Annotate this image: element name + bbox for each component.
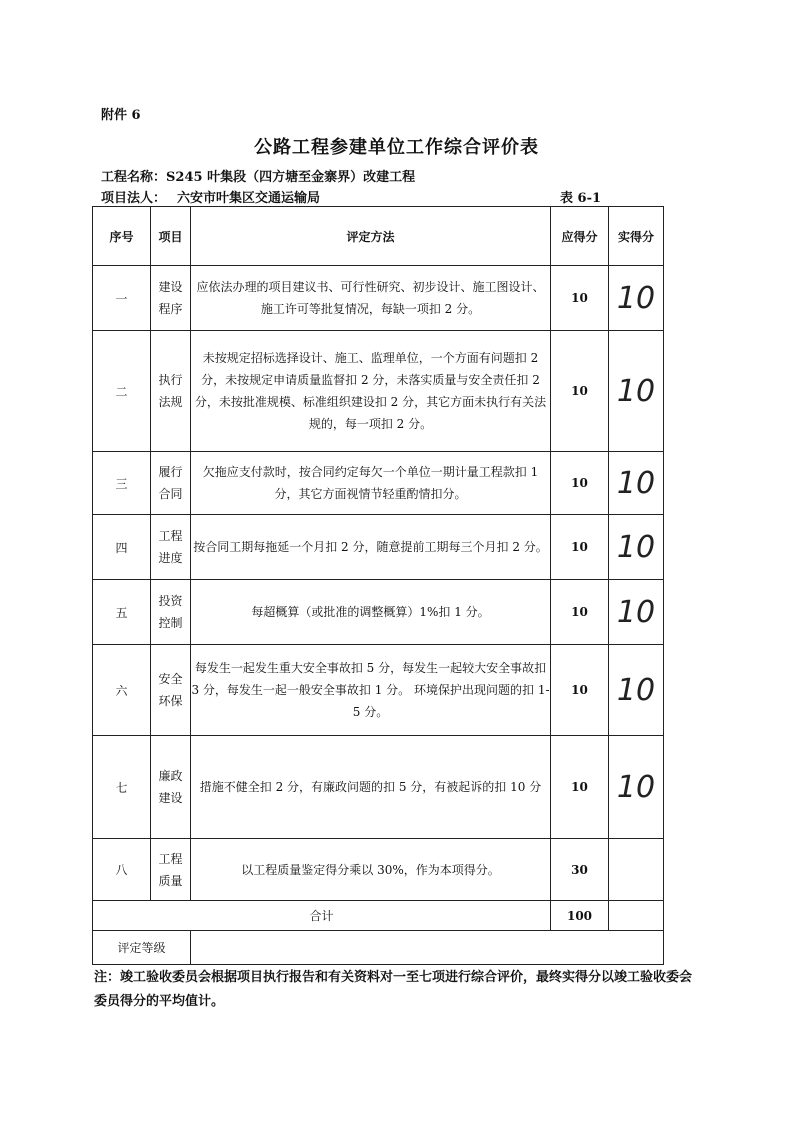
- row-method: 措施不健全扣 2 分，有廉政问题的扣 5 分，有被起诉的扣 10 分: [191, 736, 551, 839]
- row-should-score: 10: [551, 515, 609, 580]
- row-item: [151, 452, 191, 515]
- project-name-value: S245 叶集段（四方塘至金寨界）改建工程: [166, 170, 416, 185]
- table-row: [93, 736, 664, 839]
- row-should-score: 10: [551, 736, 609, 839]
- row-item-line: 法规: [158, 395, 183, 409]
- row-should-score: 10: [551, 452, 609, 515]
- row-actual-score-handwritten: 10: [609, 266, 664, 331]
- row-should-score: 10: [551, 580, 609, 645]
- row-no: 三: [93, 452, 151, 515]
- legal-person-value: 六安市叶集区交通运输局: [177, 191, 321, 206]
- row-item: [151, 515, 191, 580]
- header-item: 项目: [151, 207, 191, 266]
- row-actual-score-handwritten: 10: [609, 515, 664, 580]
- page-title: 公路工程参建单位工作综合评价表: [254, 137, 539, 158]
- table-row: [93, 515, 664, 580]
- row-item: [151, 266, 191, 331]
- row-item-line: 工程: [158, 851, 183, 866]
- row-item-line: 建设: [158, 280, 183, 294]
- total-value: 100: [551, 901, 609, 931]
- row-actual-score-empty: [609, 839, 664, 901]
- row-actual-score-handwritten: 10: [609, 736, 664, 839]
- row-should-score: 10: [551, 331, 609, 452]
- table-row: [93, 331, 664, 452]
- legal-person-label: 项目法人：: [101, 191, 167, 206]
- row-item-line: 进度: [158, 551, 183, 565]
- row-item-line: 安全: [158, 672, 183, 686]
- row-method: 欠拖应支付款时，按合同约定每欠一个单位一期计量工程款扣 1 分，其它方面视情节轻重酌情扣分。: [191, 452, 551, 515]
- header-should: 应得分: [551, 207, 609, 266]
- table-row: [93, 580, 664, 645]
- row-no: 四: [93, 515, 151, 580]
- row-item-line: 控制: [158, 616, 183, 630]
- row-no: 八: [93, 839, 151, 901]
- row-no: 二: [93, 331, 151, 452]
- row-item-line: 环保: [158, 694, 183, 708]
- total-actual-empty: [609, 901, 664, 931]
- row-item-line: 建设: [158, 791, 183, 805]
- row-actual-score-handwritten: 10: [609, 580, 664, 645]
- row-should-score: 10: [551, 645, 609, 736]
- row-actual-score-handwritten: 10: [609, 452, 664, 515]
- total-label: 合计: [93, 901, 551, 931]
- row-item-line: 执行: [158, 373, 183, 387]
- table-header-row: [93, 207, 664, 266]
- project-name-label: 工程名称：: [101, 170, 167, 185]
- row-method: 按合同工期每拖延一个月扣 2 分，随意提前工期每三个月扣 2 分。: [191, 515, 551, 580]
- row-should-score: 30: [551, 839, 609, 901]
- row-no: 七: [93, 736, 151, 839]
- row-item: [151, 580, 191, 645]
- row-item: [151, 839, 191, 901]
- header-method: 评定方法: [191, 207, 551, 266]
- project-name-line: [101, 166, 415, 185]
- row-item-line: 工程: [158, 529, 183, 543]
- row-item-line: 履行: [158, 465, 183, 479]
- row-method: 每超概算（或批准的调整概算）1%扣 1 分。: [191, 580, 551, 645]
- row-item-line: 廉政: [158, 769, 183, 783]
- attachment-label: 附件 6: [101, 108, 141, 123]
- row-item: [151, 645, 191, 736]
- row-item: [151, 331, 191, 452]
- table-row: [93, 645, 664, 736]
- table-row: [93, 839, 664, 901]
- row-no: 五: [93, 580, 151, 645]
- table-row: [93, 266, 664, 331]
- table-row: [93, 452, 664, 515]
- row-item-line: 合同: [158, 487, 183, 501]
- row-item-line: 投资: [158, 594, 183, 608]
- legal-person-line: [101, 187, 320, 206]
- row-item: [151, 736, 191, 839]
- row-method: 未按规定招标选择设计、施工、监理单位，一个方面有问题扣 2 分，未按规定申请质量监督扣 2 分，未落实质量与安全责任扣 2 分，未按批准规模、标准组织建设扣 2 分，其它方面未执行有关法规的，每一项扣 2 分。: [191, 331, 551, 452]
- row-method: 应依法办理的项目建议书、可行性研究、初步设计、施工图设计、施工许可等批复情况，每缺一项扣 2 分。: [191, 266, 551, 331]
- row-actual-score-handwritten: 10: [609, 331, 664, 452]
- footnote: 注：竣工验收委员会根据项目执行报告和有关资料对一至七项进行综合评价，最终实得分以竣工验收委会委员得分的平均值计。: [94, 970, 693, 1009]
- row-method: 以工程质量鉴定得分乘以 30%，作为本项得分。: [191, 839, 551, 901]
- row-item-line: 程序: [158, 302, 183, 316]
- header-actual: 实得分: [609, 207, 664, 266]
- grade-value: [191, 931, 664, 965]
- row-method: 每发生一起发生重大安全事故扣 5 分，每发生一起较大安全事故扣 3 分，每发生一起一般安全事故扣 1 分。 环境保护出现问题的扣 1-5 分。: [191, 645, 551, 736]
- row-actual-score-handwritten: 10: [609, 645, 664, 736]
- table-number: 表 6-1: [560, 191, 602, 206]
- row-item-line: 质量: [158, 873, 183, 888]
- row-no: 一: [93, 266, 151, 331]
- evaluation-table: [92, 206, 664, 965]
- header-no: 序号: [93, 207, 151, 266]
- grade-row: [93, 931, 664, 965]
- total-row: [93, 901, 664, 931]
- row-no: 六: [93, 645, 151, 736]
- row-should-score: 10: [551, 266, 609, 331]
- grade-label: 评定等级: [93, 931, 191, 965]
